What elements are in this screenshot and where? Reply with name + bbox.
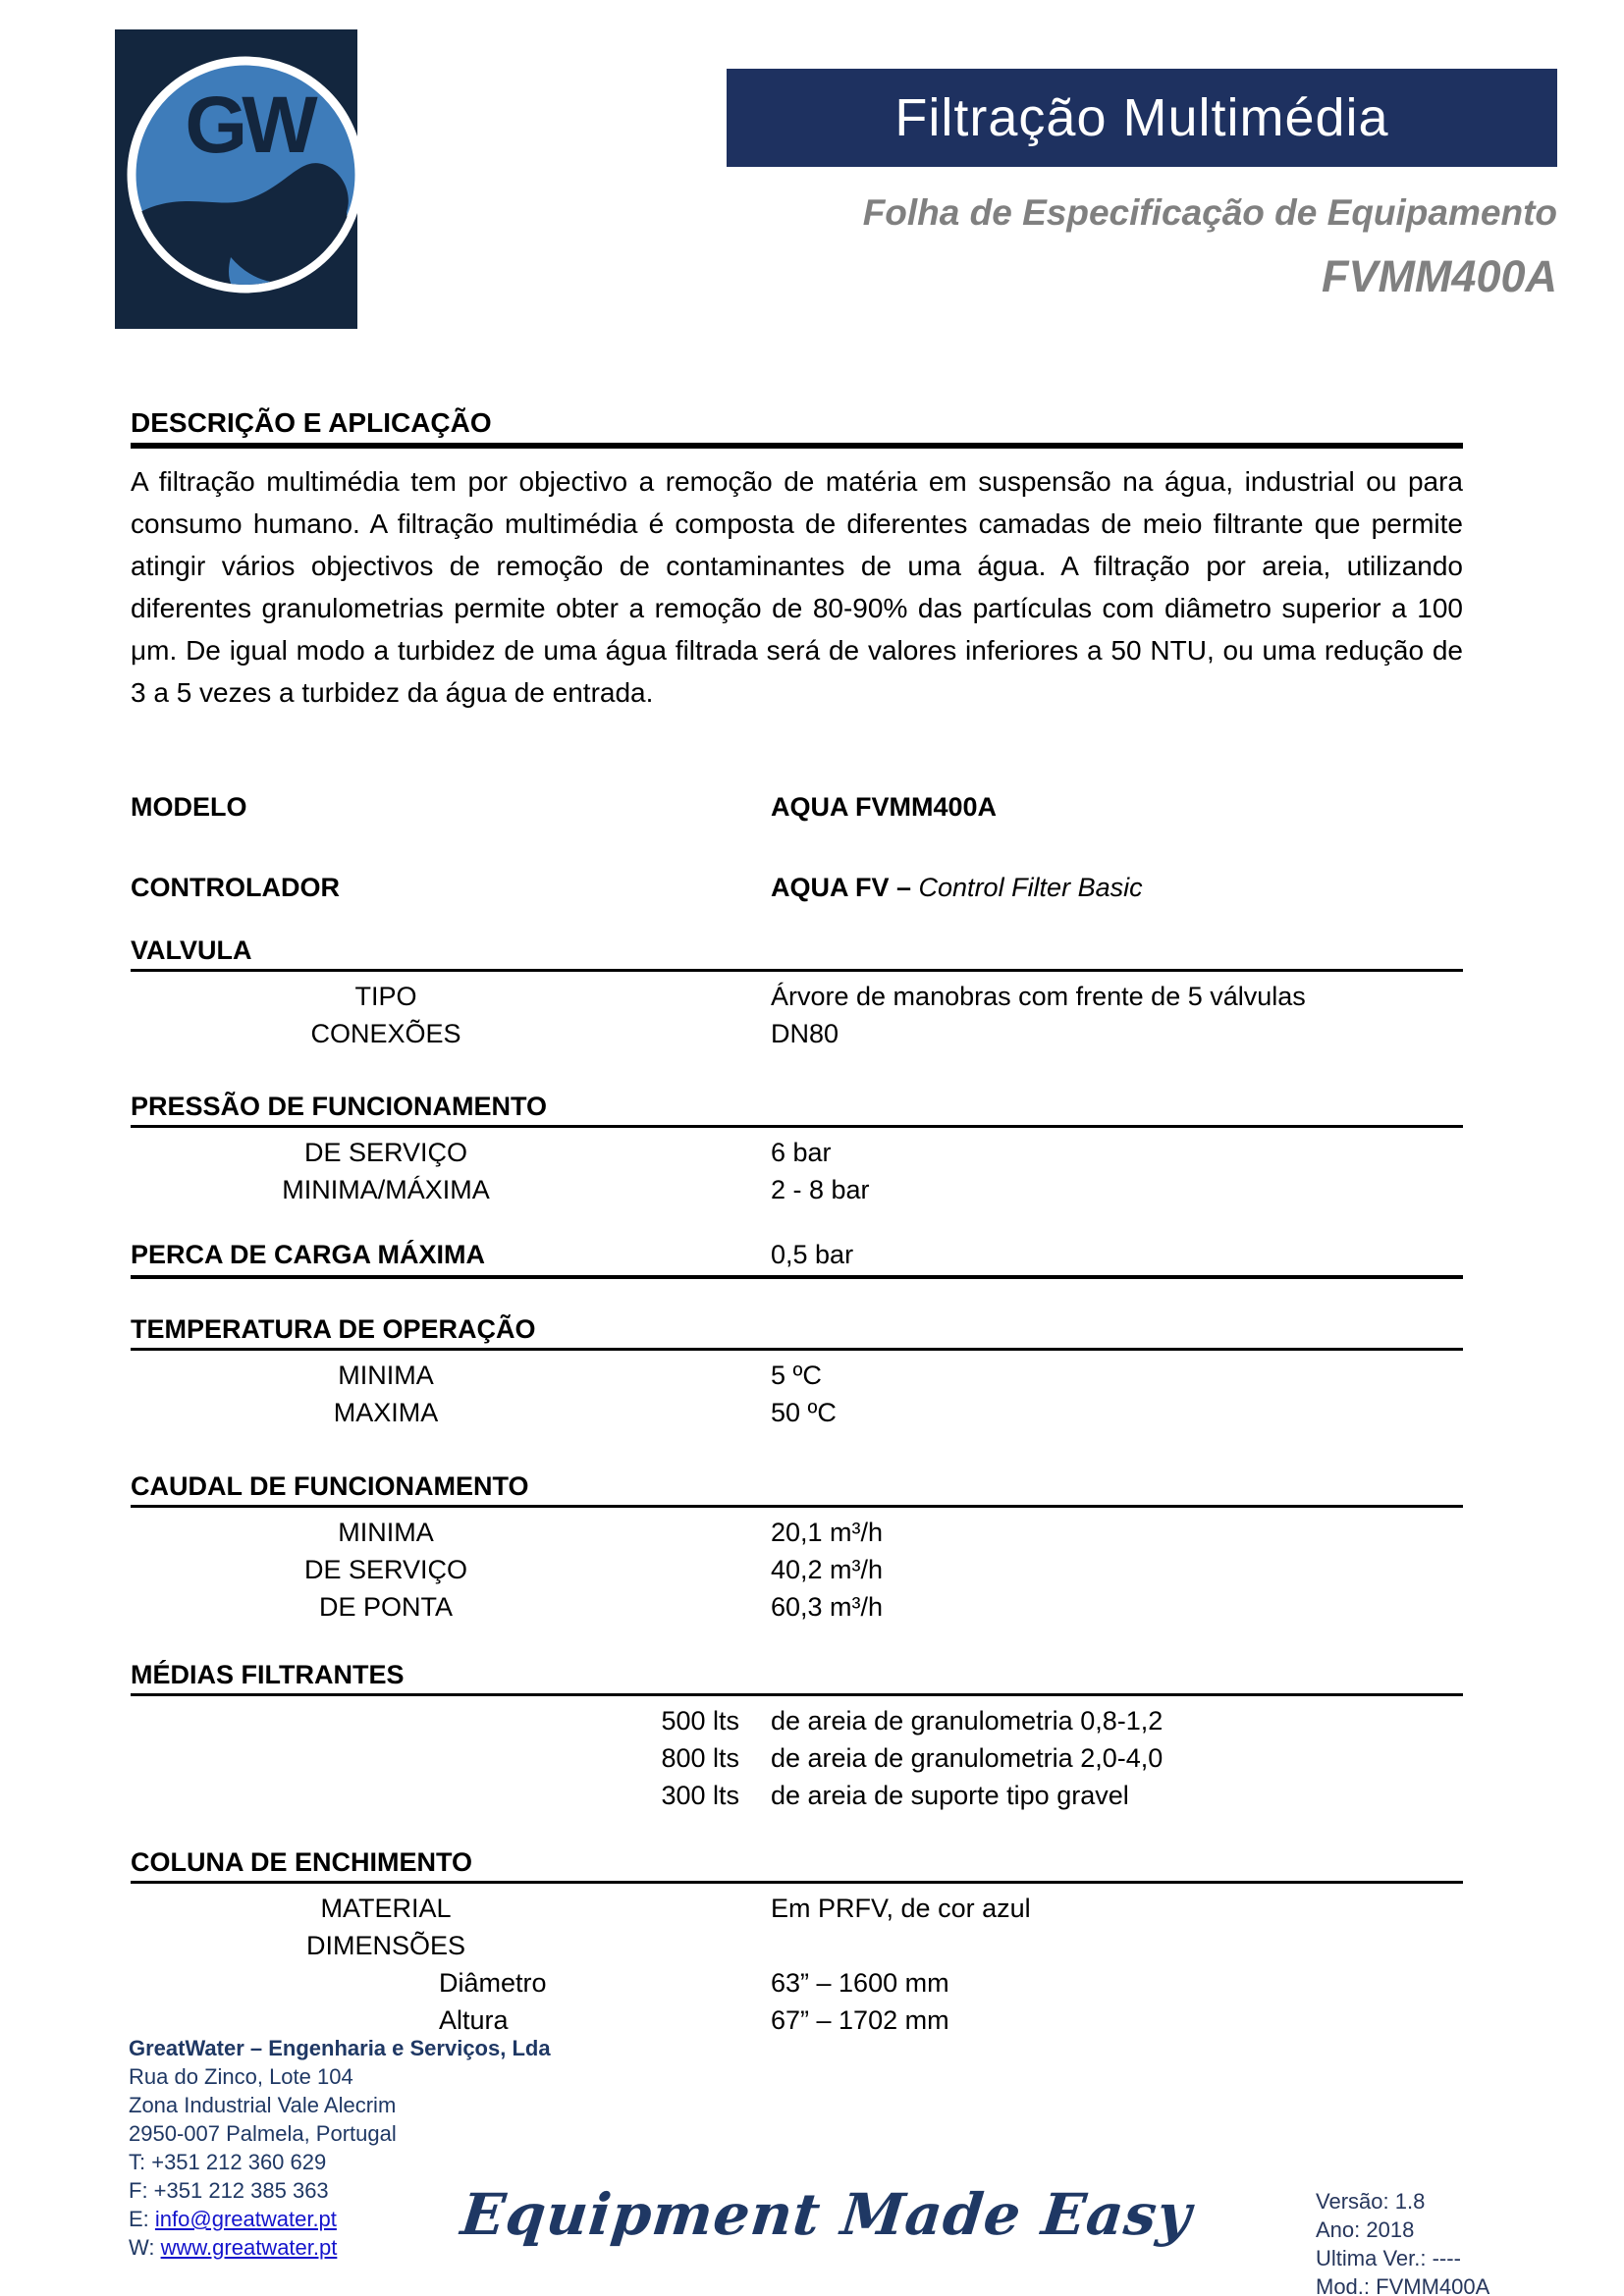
section-valvula (131, 935, 1463, 1052)
description-rule (131, 443, 1463, 449)
caudal-row-ponta (131, 1588, 1463, 1626)
coluna-row-material (131, 1890, 1463, 1927)
email-link[interactable]: info@greatwater.pt (154, 2207, 337, 2231)
row-modelo (131, 788, 1463, 826)
spec-row-label: MINIMA/MÁXIMA (282, 1175, 490, 1204)
valvula-row-tipo (131, 978, 1463, 1015)
greatwater-logo-icon (115, 29, 357, 329)
pressao-row-servico (131, 1134, 1463, 1171)
perca-row (131, 1236, 1463, 1273)
spec-row-value: Árvore de manobras com frente de 5 válvulas (771, 982, 1306, 1011)
spec-row-label: DE SERVIÇO (303, 1138, 468, 1167)
modelo-label: MODELO (131, 792, 247, 822)
medias-heading: MÉDIAS FILTRANTES (131, 1660, 405, 1689)
sheet-subtitle-text: Folha de Especificação de Equipamento (862, 192, 1557, 233)
dim-value: 63” – 1600 mm (771, 1968, 949, 1998)
media-qty: 800 lts (661, 1743, 739, 1773)
row-controlador (131, 869, 1463, 906)
dim-label: Altura (439, 2005, 509, 2035)
caudal-heading: CAUDAL DE FUNCIONAMENTO (131, 1471, 529, 1501)
perca-label: PERCA DE CARGA MÁXIMA (131, 1240, 486, 1269)
temperatura-rule (131, 1348, 1463, 1351)
version-info (1316, 2187, 1489, 2296)
version-line: Versão: 1.8 (1316, 2189, 1426, 2214)
medias-row-3 (131, 1777, 1463, 1814)
coluna-row-dimensoes (131, 1927, 1463, 1964)
spec-row-value: 5 ºC (771, 1361, 822, 1390)
company-phone: T: +351 212 360 629 (129, 2150, 327, 2174)
spec-row-label: MAXIMA (333, 1398, 439, 1427)
dim-label: Diâmetro (439, 1968, 547, 1998)
coluna-heading: COLUNA DE ENCHIMENTO (131, 1847, 473, 1877)
spec-row-value: DN80 (771, 1019, 839, 1048)
sheet-subtitle (477, 192, 1557, 234)
mod-line: Mod.: FVMM400A (1316, 2274, 1490, 2296)
spec-row-value: Em PRFV, de cor azul (771, 1894, 1031, 1923)
section-medias (131, 1660, 1463, 1814)
valvula-rule (131, 969, 1463, 972)
section-caudal (131, 1471, 1463, 1626)
company-address-line: 2950-007 Palmela, Portugal (129, 2121, 397, 2146)
dim-value: 67” – 1702 mm (771, 2005, 949, 2035)
perca-rule (131, 1275, 1463, 1279)
section-pressao (131, 1092, 1463, 1208)
controlador-value-bold: AQUA FV – (771, 873, 919, 902)
year-line: Ano: 2018 (1316, 2217, 1415, 2242)
company-address-line: Rua do Zinco, Lote 104 (129, 2064, 353, 2089)
controlador-value-italic: Control Filter Basic (918, 873, 1143, 902)
banner (727, 69, 1557, 167)
caudal-row-servico (131, 1551, 1463, 1588)
spec-row-label: DE SERVIÇO (303, 1555, 468, 1584)
banner-title: Filtração Multimédia (894, 88, 1389, 147)
perca-value: 0,5 bar (771, 1240, 854, 1269)
temperatura-row-minima (131, 1357, 1463, 1394)
medias-row-2 (131, 1739, 1463, 1777)
main-content (131, 407, 1463, 2039)
spec-row-value: 40,2 m³/h (771, 1555, 884, 1584)
spec-row-label: DIMENSÕES (305, 1931, 466, 1960)
slogan: Equipment Made Easy (458, 2181, 1196, 2248)
section-temperatura (131, 1314, 1463, 1431)
media-qty: 300 lts (661, 1781, 739, 1810)
controlador-label: CONTROLADOR (131, 873, 340, 902)
temperatura-heading: TEMPERATURA DE OPERAÇÃO (131, 1314, 536, 1344)
company-name: GreatWater – Engenharia e Serviços, Lda (129, 2036, 551, 2060)
email-label: E: (129, 2207, 155, 2231)
logo-monogram: GW (185, 80, 312, 170)
caudal-row-minima (131, 1514, 1463, 1551)
spec-row-value: 20,1 m³/h (771, 1518, 884, 1547)
web-label: W: (129, 2235, 161, 2260)
caudal-rule (131, 1505, 1463, 1508)
model-code: FVMM400A (1321, 251, 1557, 301)
spec-row-label: DE PONTA (318, 1592, 453, 1622)
controlador-value (771, 869, 1463, 906)
valvula-row-conexoes (131, 1015, 1463, 1052)
greatwater-logo (115, 29, 357, 329)
temperatura-row-maxima (131, 1394, 1463, 1431)
spec-row-value: 50 ºC (771, 1398, 837, 1427)
description-paragraph: A filtração multimédia tem por objectivo a remoção de matéria em suspensão na água, industrial ou para consumo humano. A filtração multimédia é composta de diferentes camadas de meio filtrante que permite atingir vários objectivos de remoção de contaminantes de uma água. A filtração por areia, utilizando diferentes granulometrias permite obter a remoção de 80-90% das partículas com diâmetro superior a 100 μm. De igual modo a turbidez de uma água filtrada será de valores inferiores a 50 NTU, ou uma redução de 3 a 5 vezes a turbidez da água de entrada. (131, 466, 1463, 708)
company-address-line: Zona Industrial Vale Alecrim (129, 2093, 397, 2117)
pressao-heading: PRESSÃO DE FUNCIONAMENTO (131, 1092, 548, 1121)
section-coluna (131, 1847, 1463, 2039)
pressao-rule (131, 1125, 1463, 1128)
media-desc: de areia de suporte tipo gravel (771, 1781, 1129, 1810)
spec-row-label: MATERIAL (320, 1894, 452, 1923)
medias-rule (131, 1693, 1463, 1696)
spec-row-value: 6 bar (771, 1138, 832, 1167)
section-perca (131, 1236, 1463, 1279)
spec-row-value: 60,3 m³/h (771, 1592, 884, 1622)
spec-row-label: CONEXÕES (310, 1019, 461, 1048)
spec-row-label: TIPO (354, 982, 417, 1011)
pressao-row-minmax (131, 1171, 1463, 1208)
coluna-row-diametro (131, 1964, 1463, 2002)
media-desc: de areia de granulometria 2,0-4,0 (771, 1743, 1164, 1773)
spec-row-label: MINIMA (338, 1361, 434, 1390)
media-qty: 500 lts (661, 1706, 739, 1735)
spec-row-label: MINIMA (338, 1518, 434, 1547)
spec-row-value: 2 - 8 bar (771, 1175, 870, 1204)
description-heading: DESCRIÇÃO E APLICAÇÃO (131, 407, 492, 438)
website-link[interactable]: www.greatwater.pt (160, 2235, 338, 2260)
coluna-rule (131, 1881, 1463, 1884)
company-fax: F: +351 212 385 363 (129, 2178, 329, 2203)
medias-row-1 (131, 1702, 1463, 1739)
valvula-heading: VALVULA (131, 935, 252, 965)
last-version-line: Ultima Ver.: ---- (1316, 2246, 1461, 2270)
media-desc: de areia de granulometria 0,8-1,2 (771, 1706, 1164, 1735)
modelo-value: AQUA FVMM400A (771, 792, 998, 822)
